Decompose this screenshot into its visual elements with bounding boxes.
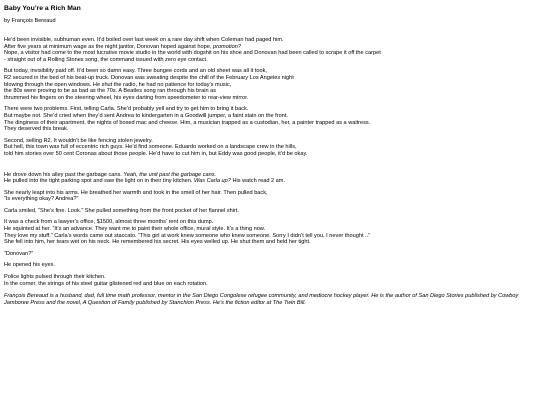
- paragraph-line: told him stories over 50 cent Coronas about those people. He’d have to cut him in, but Eddy was good people, it’d be okay.: [4, 150, 308, 157]
- paragraph-line: blowing through the open windows. He shut the radio, he had no patience for today’s music,: [4, 81, 232, 88]
- emphasis-text: promotion?: [212, 43, 241, 50]
- paragraph-line: He opened his eyes.: [4, 262, 55, 269]
- paragraph-line: He drove down his alley past the garbage cans. Yeah, the unit past the garbage cans.: [4, 171, 217, 178]
- paragraph-line: Police lights pulsed through their kitchen.: [4, 274, 106, 281]
- paragraph-line: Nope, a visitor had come to the most lucrative movie studio in the world with dogshit on his shoe and Donovan had been called to scrape it off the carpet: [4, 50, 381, 57]
- paragraph-line: R2 secured in the bed of his beat-up truck. Donovan was sweating despite the chill of the February Los Angeles night: [4, 74, 294, 81]
- book-title: San Diego Stories: [418, 293, 464, 300]
- paragraph-line: “Is everything okay? Andrea?”: [4, 196, 79, 203]
- paragraph-2: [4, 68, 536, 101]
- paragraph-line: thrummed his fingers on the steering wheel, his eyes darting from speedometer to rear-view mirror.: [4, 94, 249, 101]
- paragraph-line: After five years at minimum wage as the night janitor, Donovan hoped against hope, promotion?: [4, 43, 241, 50]
- paragraph-line: The dinginess of their apartment, the nights of boxed mac and cheese. Him, a musician trapped as a custodian, her, a painter trapped as a waitress.: [4, 119, 371, 126]
- book-title: A Question of Family: [82, 299, 135, 306]
- paragraph-line: Carla smiled, “She’s fine. Look.” She pulled something from the front pocket of her flannel shirt.: [4, 207, 239, 214]
- paragraph-line: He’d been invisible, subhuman even. It’d boiled over last week on a rare day shift when Coleman had paged him.: [4, 37, 284, 43]
- paragraph-line: - straight out of a Rolling Stones song, the command issued with zero eye contact.: [4, 56, 208, 63]
- paragraph-line: There were two problems. First, telling Carla. She’d probably yell and try to get him to bring it back.: [4, 106, 249, 113]
- paragraph-line: She nearly leapt into his arms. He breathed her warmth and took in the smell of her hair. Then pulled back,: [4, 189, 268, 196]
- emphasis-text: Yeah, the unit past the garbage cans.: [123, 171, 217, 178]
- paragraph-line: They love my stuff.” Carla’s words came out staccato. “This girl at work knew someone who knew someone. Sorry I didn’t tell you, I never thought ..”: [4, 232, 371, 239]
- story-byline: by François Bereaud: [4, 18, 56, 24]
- publication-name: The Twin Bill.: [272, 299, 306, 306]
- author-bio-text: François Bereaud is a husband, dad, full time math professor, mentor in the San Diego Congolese refugee community, and mediocre hockey player. He is the author of San Diego Stories published by Cowboy Jamboree Press and the novel, A Question of Family published by Stanchion Press. He’s the fiction editor at The Twin Bill.: [4, 293, 519, 306]
- paragraph-line: In the corner, the strings of his steel guitar glistened red and blue on each rotation.: [4, 280, 208, 287]
- paragraph-line: Second, selling R2. It wouldn’t be like fencing stolen jewelry.: [4, 137, 153, 144]
- paragraph-6: [4, 190, 536, 203]
- paragraph-line: He pulled into the tight parking spot and saw the light on in their tiny kitchen. Was Carla up? His watch read 2 am.: [4, 178, 286, 185]
- paragraph-1: [4, 37, 536, 63]
- paragraph-line: the 80s were proving to be as bad as the 70s. A Beatles song ran through his brain as: [4, 88, 217, 95]
- paragraph-line: It was a check from a lawyer’s office, $1500, almost three months’ rent on this dump.: [4, 219, 214, 226]
- paragraph-5: [4, 172, 536, 185]
- paragraph-line: They deserved this break.: [4, 126, 69, 133]
- paragraph-line: But today, invisibility paid off. It’d been so damn easy. Three bungee cords and an old sheet was all it took,: [4, 68, 267, 75]
- paragraph-line: He squinted at her. “It’s an advance. They want me to paint their whole office, mural style. It’s a thing now.: [4, 226, 266, 233]
- paragraph-8: [4, 219, 536, 245]
- story-title: Baby You’re a Rich Man: [4, 5, 81, 12]
- author-bio: [4, 293, 536, 306]
- section-spacer: [4, 163, 536, 172]
- paragraph-line: “Donovan?”: [4, 250, 34, 257]
- paragraph-11: [4, 274, 536, 287]
- paragraph-3: [4, 106, 536, 132]
- paragraph-line: But hell, this town was full of eccentric rich guys. He’d find someone. Eduardo worked on a landscape crew in the hills,: [4, 144, 297, 151]
- emphasis-text: Was Carla up?: [194, 178, 231, 185]
- paragraph-4: [4, 138, 536, 158]
- paragraph-10: [4, 262, 536, 269]
- paragraph-line: But maybe not. She’d cried when they’d sent Andrea to kindergarten in a Goodwill jumper, a faint stain on the front.: [4, 112, 288, 119]
- paragraph-7: [4, 208, 536, 215]
- paragraph-line: She fell into him, her tears wet on his neck. He remembered his secret. His eyes welled up. He shut them and held her tight.: [4, 239, 311, 246]
- paragraph-9: [4, 251, 536, 258]
